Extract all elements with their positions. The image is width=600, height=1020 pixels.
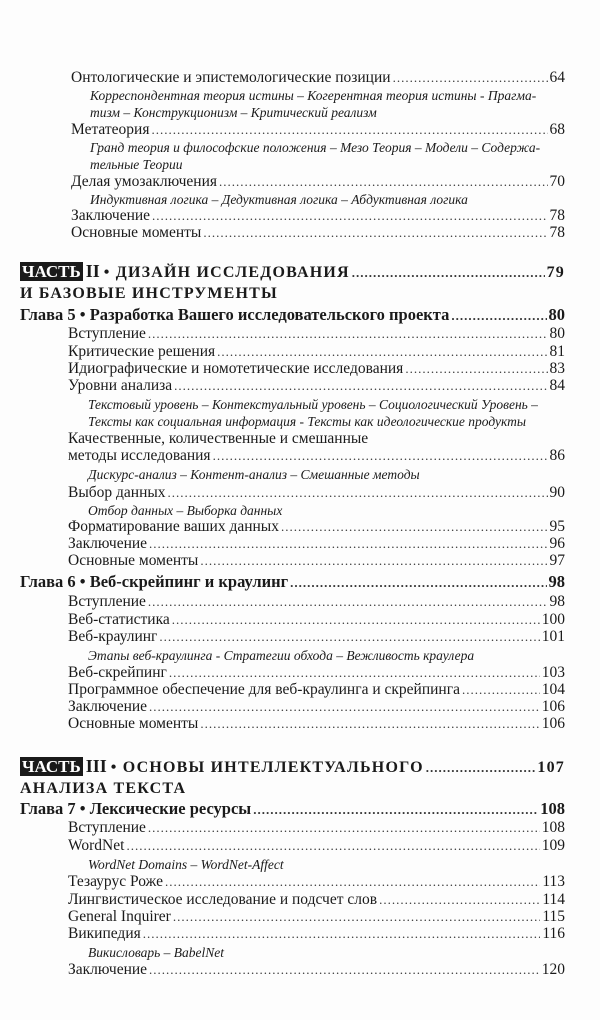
entry-title: Делая умозаключения — [71, 173, 218, 190]
entry-title: Индуктивная логика – Дедуктивная логика – Абдуктивная логика — [90, 192, 468, 207]
entry-title: Глава 6 • Веб-скрейпинг и краулинг — [20, 572, 289, 591]
page-number: 96 — [549, 535, 565, 552]
dot-leader — [352, 263, 545, 282]
entry-title: Гранд теория и философские положения – Мезо Теория – Модели – Содержа- — [90, 140, 541, 155]
entry-title: Вступление — [68, 593, 146, 610]
dot-leader — [200, 714, 539, 733]
dot-leader — [148, 818, 540, 837]
entry-title: Основные моменты — [71, 224, 202, 241]
dot-leader — [126, 836, 539, 855]
toc-entry — [68, 836, 565, 855]
toc-entry — [68, 924, 565, 943]
dot-leader — [143, 924, 541, 943]
page-number: 109 — [541, 837, 565, 854]
entry-title: Заключение — [68, 698, 148, 715]
dot-leader — [290, 573, 546, 592]
toc-entry — [71, 223, 565, 242]
page-number: 113 — [542, 873, 565, 890]
entry-title: Тексты как социальная информация - Тексты как идеологические продукты — [88, 414, 527, 429]
dot-leader — [165, 872, 540, 891]
page-number: 116 — [542, 925, 565, 942]
entry-title: методы исследования — [68, 447, 211, 464]
toc-entry — [71, 120, 565, 139]
dot-leader — [168, 483, 548, 502]
entry-title: тизм – Конструкционизм – Критический реализм — [90, 105, 377, 120]
toc-entry — [68, 818, 565, 837]
entry-title: Глава 7 • Лексические ресурсы — [20, 799, 252, 818]
entry-title: Качественные, количественные и смешанные — [68, 430, 369, 447]
page-number: 86 — [549, 447, 565, 464]
entry-title: Отбор данных – Выборка данных — [88, 503, 283, 518]
page-number: 101 — [541, 628, 565, 645]
toc-entry — [68, 960, 565, 979]
dot-leader — [393, 68, 548, 87]
dot-leader — [149, 960, 540, 979]
dot-leader — [200, 551, 547, 570]
toc-entry — [71, 68, 565, 87]
page-number: 84 — [549, 377, 565, 394]
page-number: 98 — [548, 572, 565, 591]
page-number: 98 — [549, 593, 565, 610]
page-number: 100 — [541, 611, 565, 628]
dot-leader — [148, 592, 548, 611]
entry-title: И БАЗОВЫЕ ИНСТРУМЕНТЫ — [20, 285, 278, 302]
part-numeral: II — [85, 261, 100, 281]
entry-title: Тезаурус Роже — [68, 873, 163, 890]
page-number: 120 — [541, 961, 565, 978]
page-number: 80 — [548, 305, 565, 324]
page-number: 115 — [542, 908, 565, 925]
toc-chapter — [20, 305, 565, 324]
entry-title: Вступление — [68, 325, 146, 342]
page-number: 83 — [549, 360, 565, 377]
entry-title: • ДИЗАЙН ИССЛЕДОВАНИЯ — [103, 264, 350, 281]
dot-leader — [426, 758, 536, 777]
toc-part-continuation — [20, 284, 565, 303]
page-number: 78 — [549, 224, 565, 241]
dot-leader — [253, 800, 538, 819]
entry-title: Программное обеспечение для веб-краулинга и скрейпинга — [68, 681, 460, 698]
entry-title: WordNet — [68, 837, 125, 854]
toc-entry — [68, 376, 565, 395]
dot-leader — [159, 627, 539, 646]
page-number: 104 — [541, 681, 565, 698]
dot-leader — [151, 120, 547, 139]
dot-leader — [203, 223, 547, 242]
toc-entry — [68, 627, 565, 646]
page-number: 79 — [546, 264, 565, 281]
entry-title: Форматирование ваших данных — [68, 518, 279, 535]
page-number: 97 — [549, 552, 565, 569]
entry-title: Заключение — [68, 535, 148, 552]
page-number: 103 — [541, 664, 565, 681]
dot-leader — [451, 306, 546, 325]
toc-part-continuation — [20, 779, 565, 798]
page-number: 107 — [537, 759, 565, 776]
page-number: 106 — [541, 715, 565, 732]
page-number: 70 — [549, 173, 565, 190]
entry-title: Онтологические и эпистемологические позиции — [71, 69, 391, 86]
part-label-badge: ЧАСТЬ — [22, 262, 81, 281]
entry-title: Дискурс-анализ – Контент-анализ – Смешанные методы — [88, 467, 420, 482]
entry-title: Веб-скрейпинг — [68, 664, 167, 681]
page-number: 108 — [540, 799, 565, 818]
page-number: 108 — [541, 819, 565, 836]
toc-chapter — [20, 799, 565, 818]
toc-entry — [68, 324, 565, 343]
entry-title: Метатеория — [71, 121, 150, 138]
toc-entry — [68, 872, 565, 891]
entry-title: Википедия — [68, 925, 141, 942]
entry-title: АНАЛИЗА ТЕКСТА — [20, 780, 187, 797]
toc-entry — [68, 446, 565, 465]
page-number: 114 — [542, 891, 565, 908]
entry-title: Этапы веб-краулинга - Стратегии обхода – Вежливость краулера — [88, 648, 475, 663]
entry-title: WordNet Domains – WordNet-Affect — [88, 857, 284, 872]
part-numeral: III — [85, 756, 107, 776]
page-number: 106 — [541, 698, 565, 715]
entry-title: Лингвистическое исследование и подсчет слов — [68, 891, 378, 908]
page-number: 68 — [549, 121, 565, 138]
part-label-badge: ЧАСТЬ — [22, 757, 81, 776]
entry-title: Веб-краулинг — [68, 628, 158, 645]
dot-leader — [213, 446, 548, 465]
entry-title: Заключение — [71, 207, 151, 224]
toc-entry — [68, 551, 565, 570]
entry-title: Заключение — [68, 961, 148, 978]
page-number: 64 — [549, 69, 565, 86]
page-number: 95 — [549, 518, 565, 535]
toc-part — [20, 757, 565, 776]
dot-leader — [148, 324, 548, 343]
entry-title: Викисловарь – BabelNet — [88, 945, 225, 960]
dot-leader — [174, 376, 547, 395]
entry-title: Глава 5 • Разработка Вашего исследовательского проекта — [20, 305, 450, 324]
entry-title: Уровни анализа — [68, 377, 173, 394]
dot-leader — [219, 172, 547, 191]
toc-chapter — [20, 572, 565, 591]
entry-title: Вступление — [68, 819, 146, 836]
entry-title: Идиографические и номотетические исследования — [68, 360, 404, 377]
entry-title: Основные моменты — [68, 552, 199, 569]
toc-part — [20, 262, 565, 281]
page-number: 81 — [549, 343, 565, 360]
toc-entry — [68, 483, 565, 502]
entry-title: тельные Теории — [90, 157, 183, 172]
page-number: 90 — [549, 484, 565, 501]
entry-title: Основные моменты — [68, 715, 199, 732]
entry-title: General Inquirer — [68, 908, 171, 925]
toc-entry — [71, 172, 565, 191]
entry-title: Корреспондентная теория истины – Когерентная теория истины - Прагма- — [90, 88, 537, 103]
entry-title: Текстовый уровень – Контекстуальный уровень – Социологический Уровень – — [88, 397, 538, 412]
toc-subtopics — [88, 465, 565, 484]
toc-entry — [68, 714, 565, 733]
entry-title: Критические решения — [68, 343, 216, 360]
entry-title: Веб-статистика — [68, 611, 170, 628]
entry-title: Выбор данных — [68, 484, 166, 501]
page-number: 80 — [549, 325, 565, 342]
toc-entry — [68, 592, 565, 611]
page-number: 78 — [549, 207, 565, 224]
entry-title: • ОСНОВЫ ИНТЕЛЛЕКТУАЛЬНОГО — [110, 759, 424, 776]
